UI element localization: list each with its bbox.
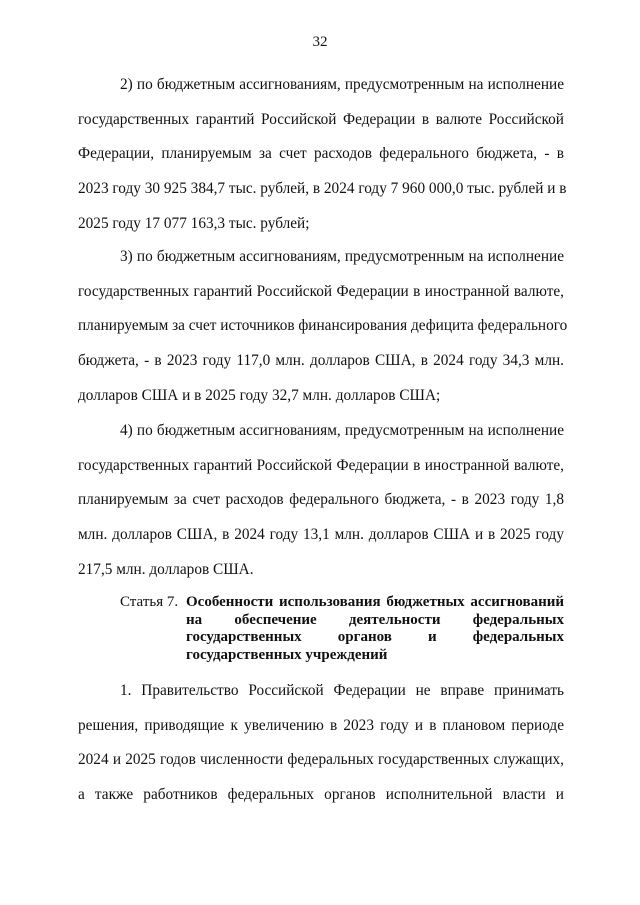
- text-line: планируемым за счет источников финансирования дефицита федерального: [78, 317, 568, 335]
- text-line: 2023 году 30 925 384,7 тыс. рублей, в 2024 году 7 960 000,0 тыс. рублей и в: [78, 180, 567, 198]
- text-line: а также работников федеральных органов исполнительной власти и: [78, 786, 564, 804]
- text-line: 2025 году 17 077 163,3 тыс. рублей;: [78, 214, 310, 232]
- text-line: 4) по бюджетным ассигнованиям, предусмотренным на исполнение: [120, 422, 564, 439]
- text-line: 3) по бюджетным ассигнованиям, предусмотренным на исполнение: [120, 248, 564, 265]
- article-title-line: государственных учреждений: [186, 646, 388, 663]
- text-line: решения, приводящие к увеличению в 2023 году и в плановом периоде: [78, 716, 564, 734]
- text-line: Федерации, планируемым за счет расходов федерального бюджета, - в: [78, 145, 564, 163]
- text-line: 1. Правительство Российской Федерации не вправе принимать: [120, 682, 564, 699]
- paragraph-4: [78, 414, 564, 587]
- article-title-line: на обеспечение деятельности федеральных: [186, 611, 564, 628]
- article-title-line: государственных органов и федеральных: [186, 629, 564, 645]
- paragraph-3: [78, 240, 568, 413]
- text-line: 2) по бюджетным ассигнованиям, предусмотренным на исполнение: [120, 76, 564, 93]
- article-title-line: Особенности использования бюджетных ассигнований: [186, 594, 564, 610]
- text-line: государственных гарантий Российской Федерации в иностранной валюте,: [78, 456, 564, 474]
- text-line: 2024 и 2025 годов численности федеральных государственных служащих,: [78, 751, 564, 769]
- text-line: планируемым за счет расходов федерального бюджета, - в 2023 году 1,8: [78, 491, 564, 509]
- page-number: 32: [312, 34, 328, 50]
- paragraph-2: [78, 68, 567, 241]
- article-title: [186, 594, 564, 664]
- text-line: государственных гарантий Российской Федерации в валюте Российской: [78, 110, 564, 128]
- text-line: 217,5 млн. долларов США.: [78, 560, 254, 578]
- text-line: млн. долларов США, в 2024 году 13,1 млн. долларов США и в 2025 году: [78, 526, 564, 544]
- article-label: Статья 7.: [120, 594, 179, 610]
- article-paragraph-1: [78, 674, 564, 813]
- text-line: государственных гарантий Российской Федерации в иностранной валюте,: [78, 282, 564, 300]
- text-line: долларов США и в 2025 году 32,7 млн. долларов США;: [78, 386, 441, 404]
- text-line: бюджета, - в 2023 году 117,0 млн. долларов США, в 2024 году 34,3 млн.: [78, 352, 564, 370]
